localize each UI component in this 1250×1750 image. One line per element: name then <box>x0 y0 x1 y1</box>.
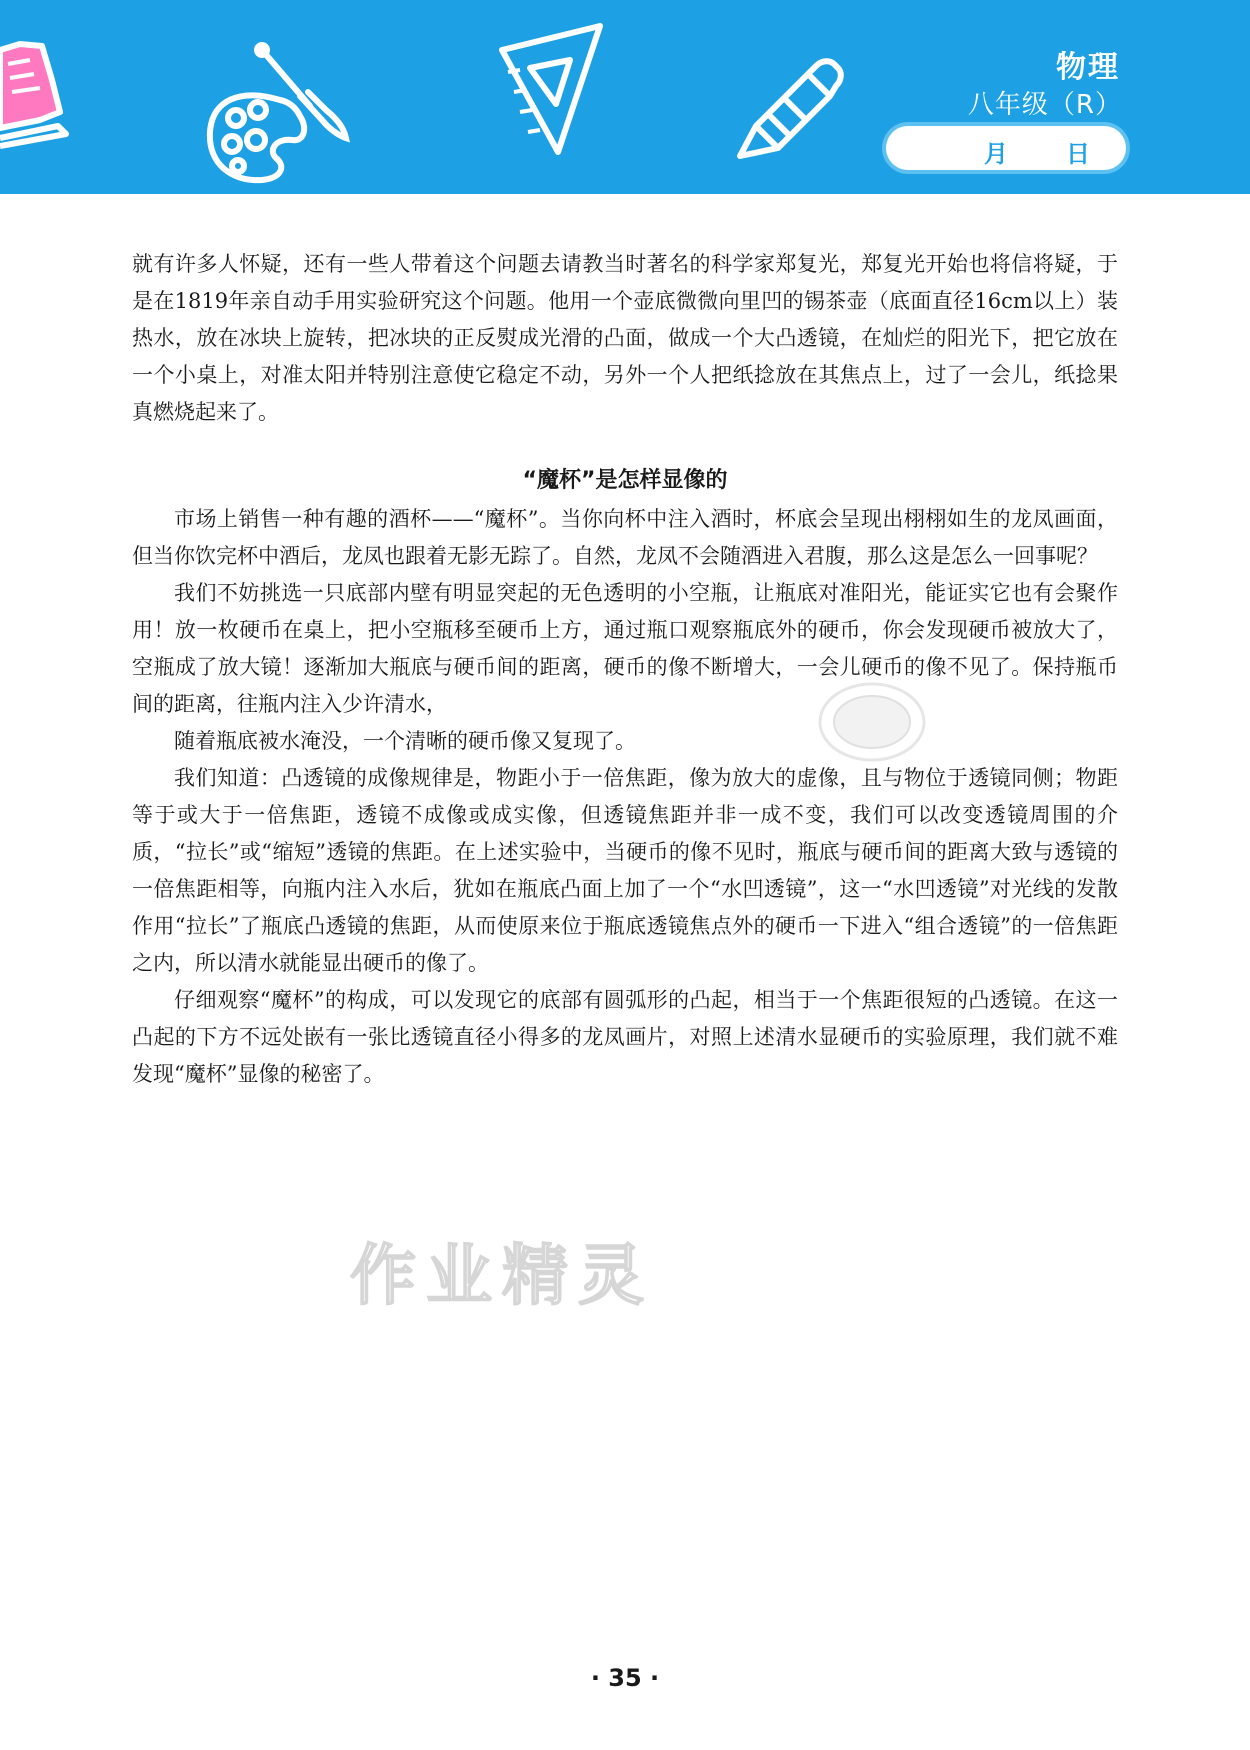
article-paragraph: 随着瓶底被水淹没，一个清晰的硬币像又复现了。 <box>174 729 636 753</box>
article-title: “魔杯”是怎样显像的 <box>522 468 728 493</box>
month-label: 月 <box>984 140 1008 168</box>
subject-label: 物理 <box>1056 50 1120 85</box>
article-paragraph: 仔细观察“魔杯”的构成，可以发现它的底部有圆弧形的凸起，相当于一个焦距很短的凸透镜。在这一凸起的下方不远处嵌有一张比透镜直径小得多的龙凤画片，对照上述清水显硬币的实验原理，我们就不难发现“魔杯”显像的秘密了。 <box>132 988 1118 1086</box>
watermark-stamp-icon <box>814 676 930 768</box>
set-square-icon <box>502 26 600 152</box>
ice-skate-icon <box>0 44 66 146</box>
article-paragraph: 我们知道：凸透镜的成像规律是，物距小于一倍焦距，像为放大的虚像，且与物位于透镜同侧；物距等于或大于一倍焦距，透镜不成像或成实像，但透镜焦距并非一成不变，我们可以改变透镜周围的介质，“拉长”或“缩短”透镜的焦距。在上述实验中，当硬币的像不见时，瓶底与硬币间的距离大致与透镜的一倍焦距相等，向瓶内注入水后，犹如在瓶底凸面上加了一个“水凹透镜”，这一“水凹透镜”对光线的发散作用“拉长”了瓶底凸透镜的焦距，从而使原来位于瓶底透镜焦点外的硬币一下进入“组合透镜”的一倍焦距之内，所以清水就能显出硬币的像了。 <box>132 766 1118 975</box>
intro-paragraph: 就有许多人怀疑，还有一些人带着这个问题去请教当时著名的科学家郑复光，郑复光开始也将信将疑，于是在1819年亲自动手用实验研究这个问题。他用一个壶底微微向里凹的锡茶壶（底面直径16cm以上）装热水，放在冰块上旋转，把冰块的正反熨成光滑的凸面，做成一个大凸透镜，在灿烂的阳光下，把它放在一个小桌上，对准太阳并特别注意使它稳定不动，另外一个人把纸捻放在其焦点上，过了一会儿，纸捻果真燃烧起来了。 <box>132 252 1118 424</box>
article-paragraph: 市场上销售一种有趣的酒杯——“魔杯”。当你向杯中注入酒时，杯底会呈现出栩栩如生的龙凤画面，但当你饮完杯中酒后，龙凤也跟着无影无踪了。自然，龙凤不会随酒进入君腹，那么这是怎么一回事呢？ <box>132 507 1118 568</box>
grade-label: 八年级（R） <box>967 90 1122 120</box>
page-content <box>132 246 1118 1093</box>
header-band <box>0 0 1250 194</box>
date-field[interactable] <box>886 126 1126 170</box>
watermark-text: 作业精灵 <box>350 1237 654 1314</box>
page-number: · 35 · <box>590 1664 660 1692</box>
day-label: 日 <box>1066 140 1090 168</box>
pencil-icon <box>740 61 841 156</box>
article-paragraph: 我们不妨挑选一只底部内壁有明显突起的无色透明的小空瓶，让瓶底对准阳光，能证实它也有会聚作用！放一枚硬币在桌上，把小空瓶移至硬币上方，通过瓶口观察瓶底外的硬币，你会发现硬币被放大了，空瓶成了放大镜！逐渐加大瓶底与硬币间的距离，硬币的像不断增大，一会儿硬币的像不见了。保持瓶币间的距离，往瓶内注入少许清水， <box>132 581 1118 716</box>
palette-icon <box>210 95 304 180</box>
